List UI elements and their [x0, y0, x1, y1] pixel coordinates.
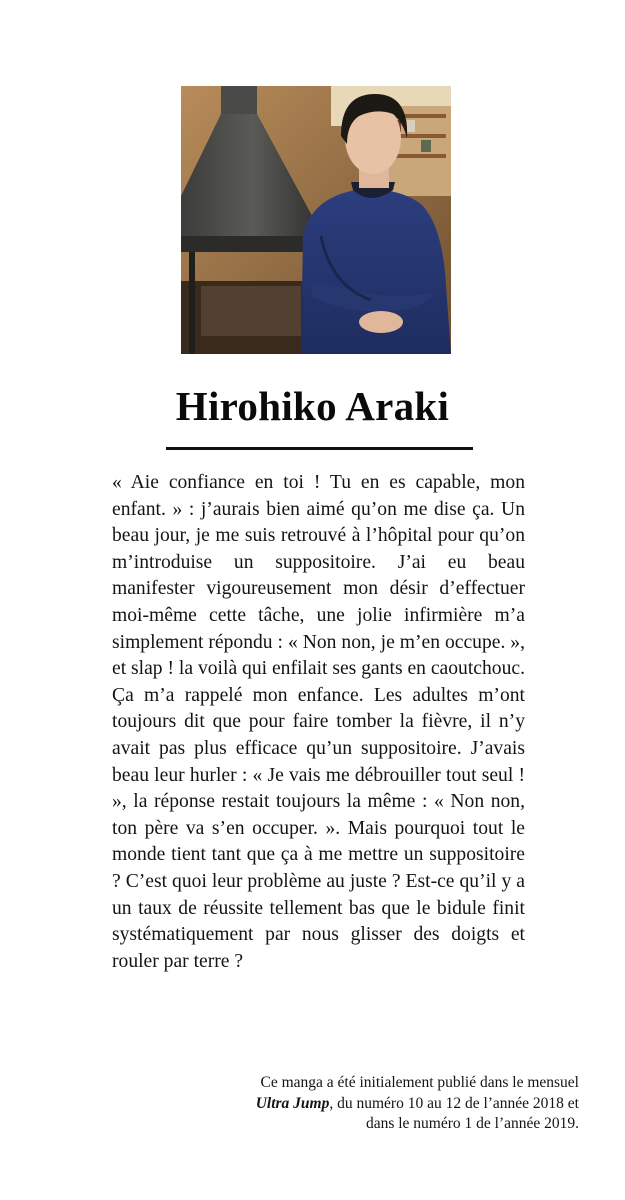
title-divider [166, 447, 473, 450]
author-portrait-image [181, 86, 451, 354]
magazine-title: Ultra Jump [255, 1094, 330, 1112]
author-photo [181, 86, 451, 354]
credit-text: Ce manga a été initialement publié dans le mensuel [260, 1074, 579, 1091]
author-biography [112, 470, 525, 975]
publication-credit [228, 1073, 579, 1135]
bio-paragraph: Ça m’a rappelé mon enfance. Les adultes m’ont toujours dit que pour faire tomber la fièvre, il n’y avait pas plus efficace qu’un suppositoire. J’avais beau leur hurler : « Je vais me débrouiller tout seul ! », la réponse restait toujours la même : « Non non, ton père va s’en occuper. ». Mais pourquoi tout le monde tient tant que ça à me mettre un suppositoire ? C’est quoi leur problème au juste ? Est-ce qu’il y a un taux de réussite tellement bas que le bidule finit systématiquement par nous glisser des doigts et rouler par terre ? [112, 684, 525, 972]
bio-paragraph: « Aie confiance en toi ! Tu en es capable, mon enfant. » : j’aurais bien aimé qu’on me dise ça. Un beau jour, je me suis retrouvé à l’hôpital pour qu’on m’introduise un suppositoire. J’ai eu beau manifester vigoureusement mon désir d’effectuer moi-même cette tâche, une jolie infirmière m’a simplement répondu : « Non non, je m’en occupe. », et slap ! la voilà qui enfilait ses gants en caoutchouc. [112, 472, 525, 680]
author-name: Hirohiko Araki [175, 383, 450, 429]
credit-text: , du numéro 10 au 12 de l’année 2018 et dans le numéro 1 de l’année 2019. [329, 1094, 579, 1132]
